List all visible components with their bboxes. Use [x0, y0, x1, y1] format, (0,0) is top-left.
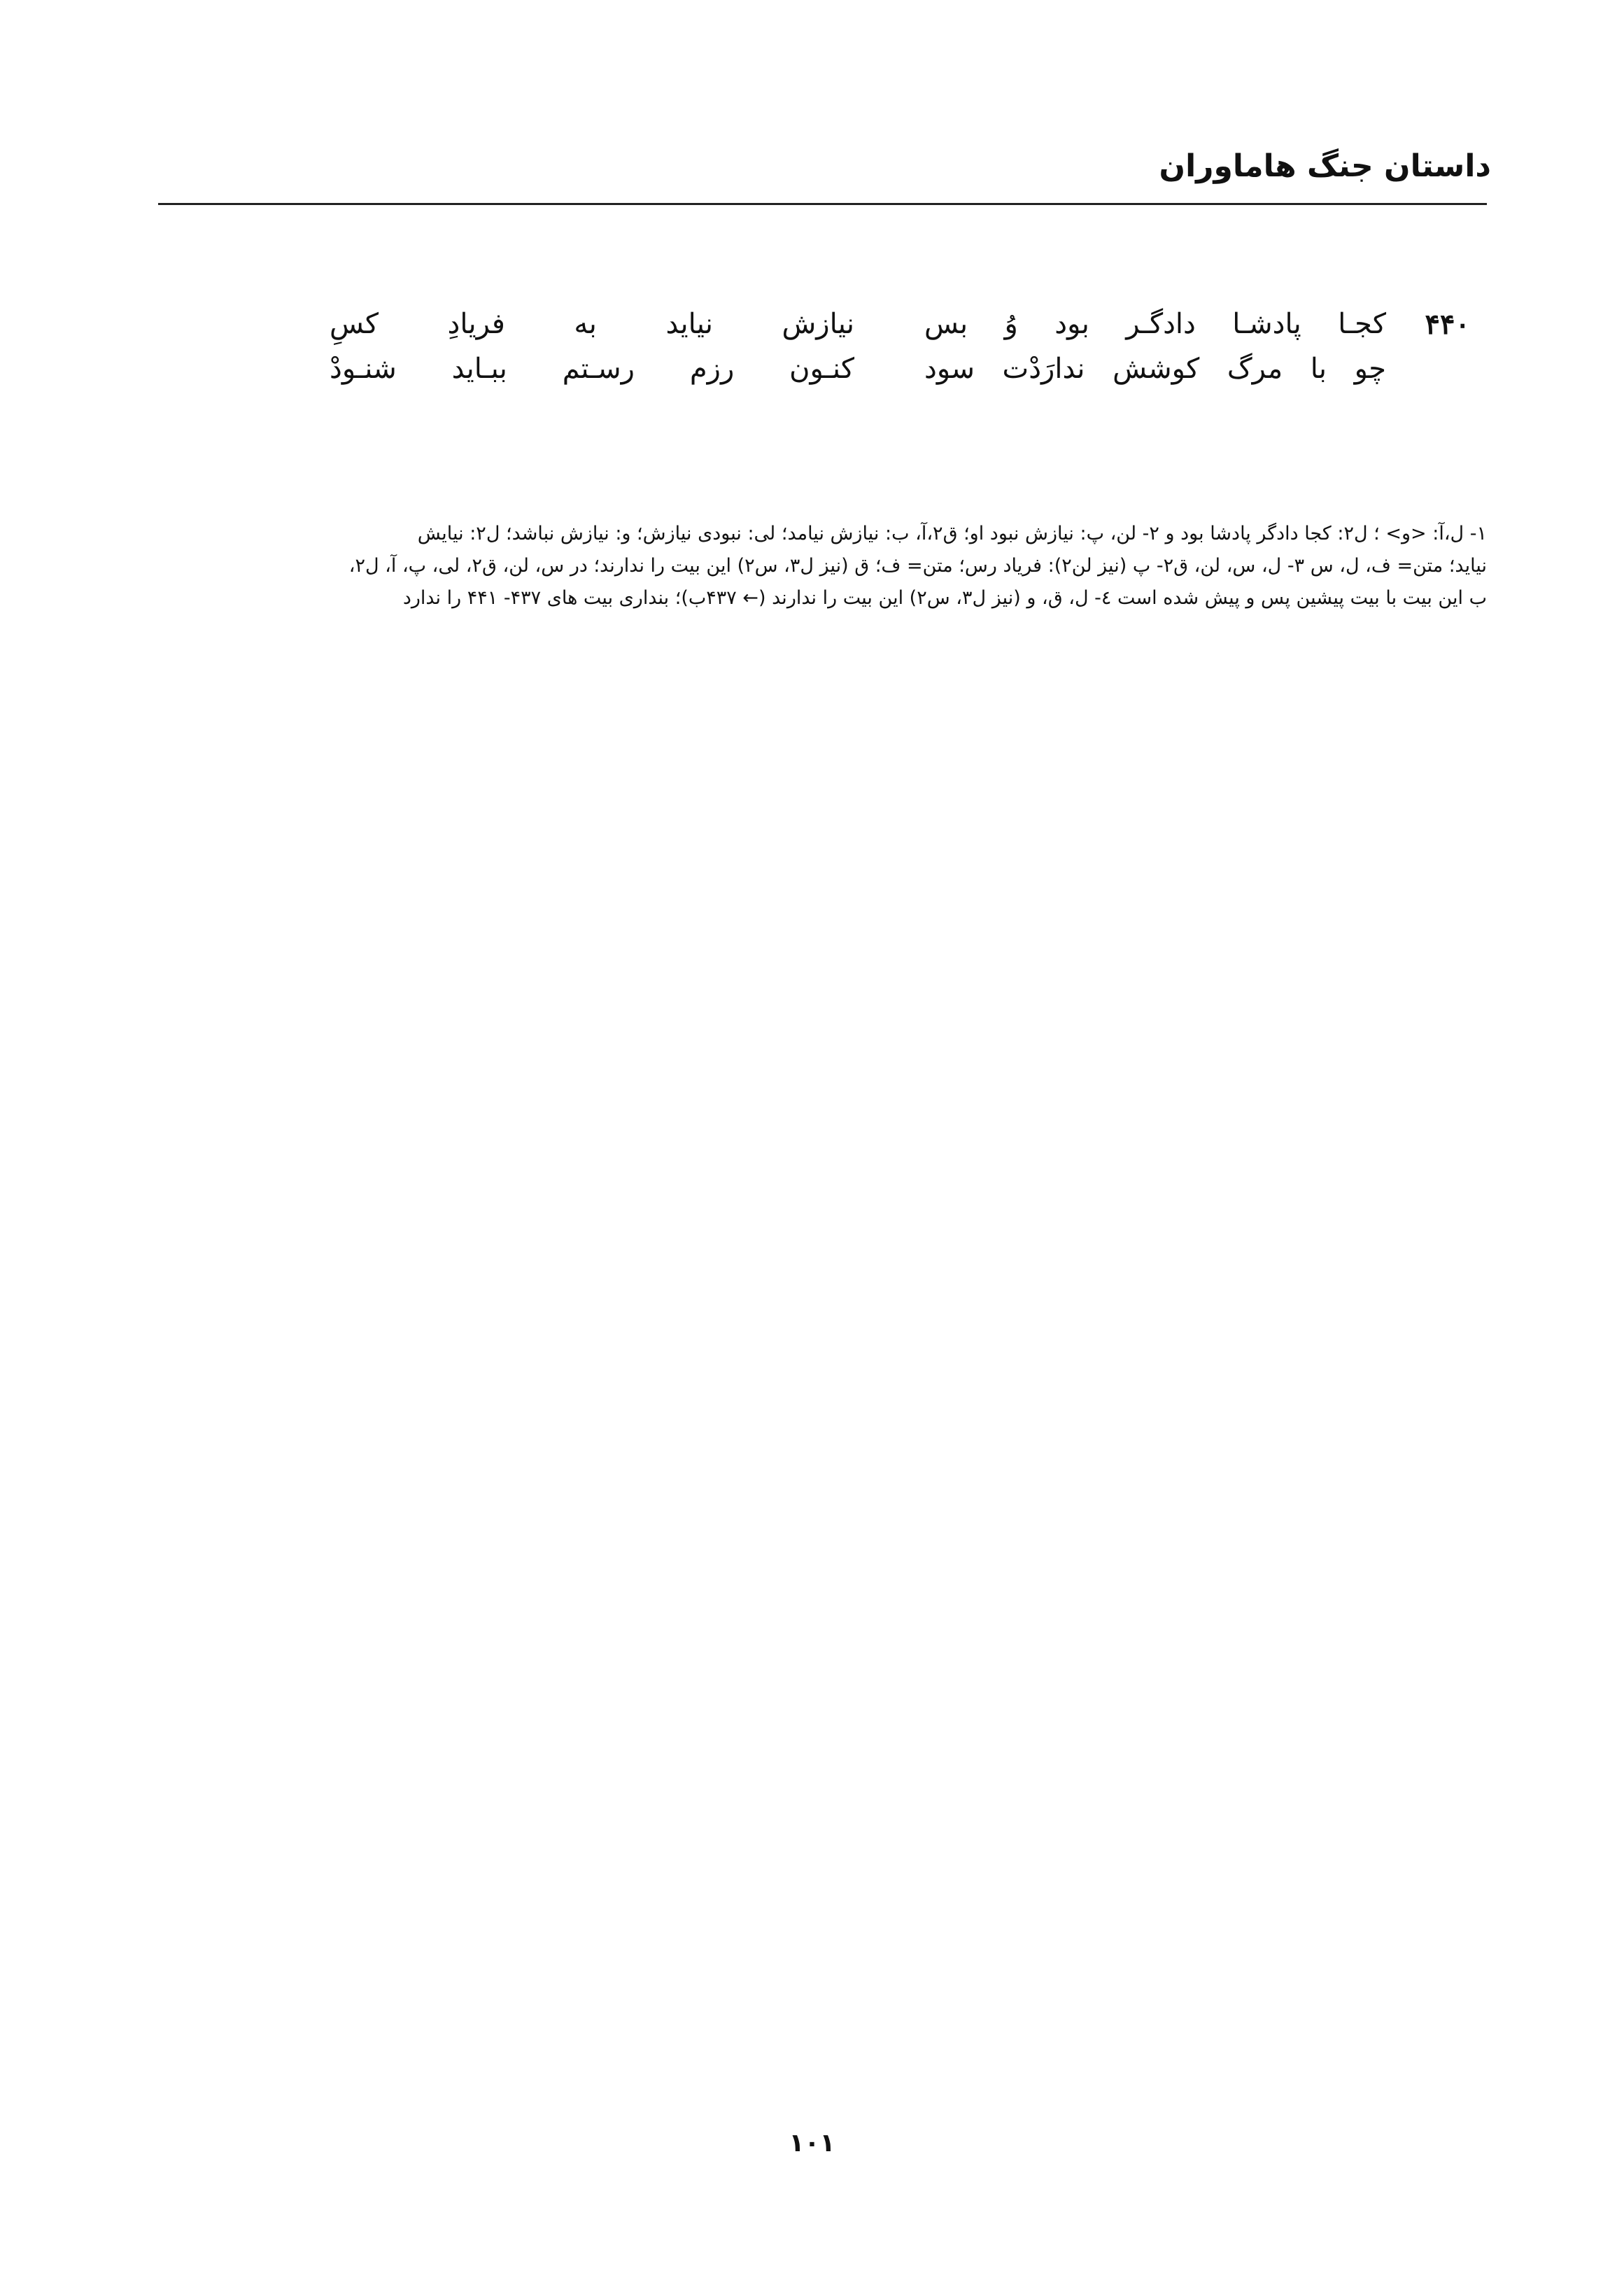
- verse-line: [266, 353, 1470, 397]
- page-number: ۱۰۱: [789, 2129, 835, 2158]
- verse-block: [266, 308, 1470, 397]
- verse-number: ۴۴۰: [1425, 308, 1470, 341]
- footnotes: [155, 518, 1487, 614]
- footnote-line: نیاید؛ متن= ف، ل، س ۳- ل، س، لن، ق۲- پ (نیز لن۲): فریاد رس؛ متن= ف؛ ق (نیز ل۳، س۲) این بیت را ندارند؛ در س، لن، ق۲، لی، پ، آ، ل۲،: [348, 555, 1487, 577]
- hemistich-first: کجـا پادشـا دادگـر بود وُ بس: [924, 308, 1386, 340]
- hemistich-second: کنـون رزم رسـتم ببـاید شنـودْ: [330, 353, 854, 385]
- verse-line: [266, 308, 1470, 353]
- hemistich-second: نیازش نیاید به فریادِ کسِ: [330, 308, 854, 340]
- header-rule: [158, 203, 1487, 205]
- footnote-line: ۱- ل،آ: <و> ؛ ل۲: کجا دادگر پادشا بود و ۲- لن، پ: نیازش نبود او؛ ق۲،آ، ب: نیازش نیامد؛ لی: نبودی نیازش؛ و: نیازش نباشد؛ ل۲: نیایش: [417, 523, 1487, 544]
- footnote-line: ب این بیت با بیت پیشین پس و پیش شده است ٤- ل، ق، و (نیز ل۳، س۲) این بیت را ندارند (← ۴۳۷ب)؛ بنداری بیت های ۴۳۷- ۴۴۱ را ندارد: [402, 587, 1487, 609]
- hemistich-first: چو با مرگ کوشش ندارَدْت سود: [924, 353, 1386, 385]
- running-header-title: داستان جنگ هاماوران: [1159, 148, 1491, 184]
